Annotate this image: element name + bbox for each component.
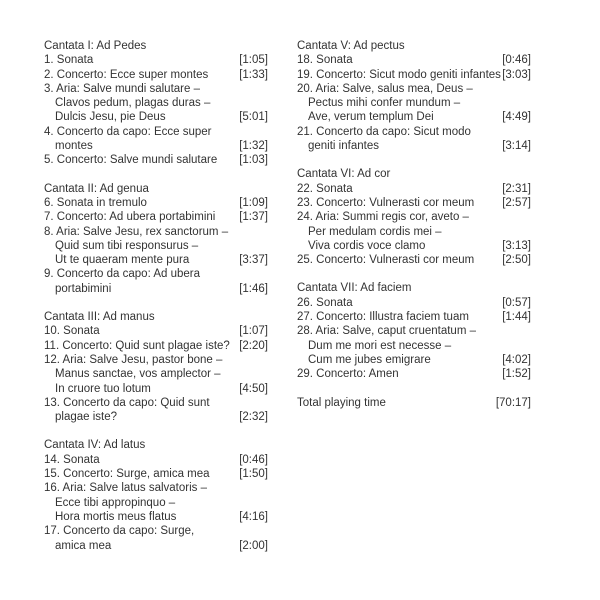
track-title: Cum me jubes emigrare bbox=[308, 353, 431, 366]
track-title: Pectus mihi confer mundum – bbox=[308, 97, 461, 110]
tracklist-page bbox=[44, 39, 531, 567]
tracklist-section bbox=[44, 182, 268, 296]
track-line bbox=[44, 125, 268, 139]
section-heading: Cantata VII: Ad faciem bbox=[297, 282, 412, 295]
track-row bbox=[297, 210, 531, 253]
track-time: [4:16] bbox=[239, 510, 268, 523]
track-title: 23. Concerto: Vulnerasti cor meum bbox=[297, 196, 475, 209]
section-heading: Cantata III: Ad manus bbox=[44, 311, 155, 324]
track-row bbox=[44, 68, 268, 82]
track-line bbox=[44, 282, 268, 296]
track-time: [2:50] bbox=[502, 254, 531, 267]
track-row bbox=[44, 467, 268, 481]
track-title: Dum me mori est necesse – bbox=[308, 339, 452, 352]
track-time: [1:50] bbox=[239, 468, 268, 481]
track-line bbox=[297, 324, 531, 338]
track-time: [1:05] bbox=[239, 54, 268, 67]
tracklist-column-left bbox=[44, 39, 268, 567]
track-title: Viva cordis voce clamo bbox=[308, 239, 426, 252]
track-line bbox=[44, 82, 268, 96]
track-time: [4:02] bbox=[502, 353, 531, 366]
track-title: 16. Aria: Salve latus salvatoris – bbox=[44, 482, 207, 495]
track-title: Ave, verum templum Dei bbox=[308, 111, 434, 124]
track-line bbox=[44, 339, 268, 353]
track-title: 11. Concerto: Quid sunt plagae iste? bbox=[44, 339, 230, 352]
track-title: 18. Sonata bbox=[297, 54, 353, 67]
track-title: Ecce tibi appropinquo – bbox=[55, 496, 176, 509]
track-row bbox=[44, 53, 268, 67]
track-line bbox=[297, 367, 531, 381]
track-line bbox=[44, 53, 268, 67]
track-row bbox=[44, 324, 268, 338]
track-time: [2:00] bbox=[239, 539, 268, 552]
track-time: [5:01] bbox=[239, 111, 268, 124]
track-row bbox=[44, 396, 268, 425]
track-row bbox=[44, 210, 268, 224]
track-line bbox=[297, 96, 531, 110]
track-title: 10. Sonata bbox=[44, 325, 100, 338]
track-time: [1:37] bbox=[239, 211, 268, 224]
track-time: [1:03] bbox=[239, 154, 268, 167]
track-title: 21. Concerto da capo: Sicut modo bbox=[297, 125, 471, 138]
track-line bbox=[297, 53, 531, 67]
section-heading: Cantata VI: Ad cor bbox=[297, 168, 391, 181]
track-title: 29. Concerto: Amen bbox=[297, 368, 399, 381]
tracklist-section bbox=[297, 39, 531, 153]
track-line bbox=[44, 139, 268, 153]
tracklist-section bbox=[297, 167, 531, 267]
track-row bbox=[297, 53, 531, 67]
track-time: [0:46] bbox=[239, 453, 268, 466]
track-line bbox=[44, 524, 268, 538]
track-time: [2:32] bbox=[239, 411, 268, 424]
track-line bbox=[44, 267, 268, 281]
track-line bbox=[44, 210, 268, 224]
track-title: 28. Aria: Salve, caput cruentatum – bbox=[297, 325, 476, 338]
track-time: [1:46] bbox=[239, 282, 268, 295]
track-line bbox=[297, 82, 531, 96]
section-heading: Cantata I: Ad Pedes bbox=[44, 40, 147, 52]
track-row bbox=[44, 225, 268, 268]
track-line bbox=[297, 310, 531, 324]
track-row bbox=[44, 339, 268, 353]
track-line bbox=[44, 481, 268, 495]
track-row bbox=[44, 82, 268, 125]
track-time: [3:03] bbox=[502, 68, 531, 81]
track-time: [1:44] bbox=[502, 311, 531, 324]
tracklist-section bbox=[44, 39, 268, 168]
track-row bbox=[44, 196, 268, 210]
total-playing-time-value: [70:17] bbox=[495, 396, 531, 409]
track-row bbox=[297, 82, 531, 125]
track-time: [1:32] bbox=[239, 140, 268, 153]
track-row bbox=[297, 253, 531, 267]
track-title: 9. Concerto da capo: Ad ubera bbox=[44, 268, 200, 281]
track-title: 3. Aria: Salve mundi salutare – bbox=[44, 82, 200, 95]
track-title: plagae iste? bbox=[55, 411, 118, 424]
track-line bbox=[44, 110, 268, 124]
track-title: 13. Concerto da capo: Quid sunt bbox=[44, 396, 210, 409]
track-time: [0:57] bbox=[502, 296, 531, 309]
track-line bbox=[44, 382, 268, 396]
track-title: portabimini bbox=[55, 282, 112, 295]
track-time: [4:50] bbox=[239, 382, 268, 395]
track-time: [1:07] bbox=[239, 325, 268, 338]
track-time: [3:14] bbox=[502, 140, 531, 153]
track-line bbox=[44, 253, 268, 267]
track-title: 7. Concerto: Ad ubera portabimini bbox=[44, 211, 216, 224]
track-title: 19. Concerto: Sicut modo geniti infantes bbox=[297, 68, 501, 81]
total-playing-time-label: Total playing time bbox=[297, 396, 386, 409]
track-row bbox=[44, 481, 268, 524]
track-row bbox=[44, 353, 268, 396]
track-line bbox=[297, 210, 531, 224]
track-title: Clavos pedum, plagas duras – bbox=[55, 97, 211, 110]
track-line bbox=[44, 410, 268, 424]
track-time: [2:57] bbox=[502, 196, 531, 209]
section-heading: Cantata IV: Ad latus bbox=[44, 439, 146, 452]
track-title: In cruore tuo lotum bbox=[55, 382, 151, 395]
track-row bbox=[297, 182, 531, 196]
track-line bbox=[297, 353, 531, 367]
track-row bbox=[44, 524, 268, 553]
track-time: [2:31] bbox=[502, 182, 531, 195]
track-title: 17. Concerto da capo: Surge, bbox=[44, 525, 195, 538]
track-line bbox=[297, 125, 531, 139]
track-line bbox=[297, 339, 531, 353]
track-line bbox=[44, 153, 268, 167]
track-title: 8. Aria: Salve Jesu, rex sanctorum – bbox=[44, 225, 229, 238]
track-title: 26. Sonata bbox=[297, 296, 353, 309]
total-playing-time-row bbox=[297, 396, 531, 410]
track-line bbox=[297, 196, 531, 210]
track-title: amica mea bbox=[55, 539, 112, 552]
track-line bbox=[297, 68, 531, 82]
track-row bbox=[297, 310, 531, 324]
track-title: Per medulam cordis mei – bbox=[308, 225, 442, 238]
track-line bbox=[44, 496, 268, 510]
track-line bbox=[44, 467, 268, 481]
track-line bbox=[297, 239, 531, 253]
track-line bbox=[297, 182, 531, 196]
left-column-sections bbox=[44, 39, 268, 553]
track-line bbox=[297, 296, 531, 310]
track-line bbox=[297, 139, 531, 153]
track-line bbox=[44, 510, 268, 524]
track-row bbox=[44, 153, 268, 167]
track-title: 6. Sonata in tremulo bbox=[44, 196, 147, 209]
track-row bbox=[297, 324, 531, 367]
tracklist-section bbox=[44, 438, 268, 552]
track-line bbox=[44, 239, 268, 253]
track-time: [1:09] bbox=[239, 196, 268, 209]
track-title: 4. Concerto da capo: Ecce super bbox=[44, 125, 212, 138]
track-title: Manus sanctae, vos amplector – bbox=[55, 368, 221, 381]
track-row bbox=[44, 453, 268, 467]
track-title: 22. Sonata bbox=[297, 182, 353, 195]
track-title: geniti infantes bbox=[308, 140, 379, 153]
track-row bbox=[44, 125, 268, 154]
track-line bbox=[44, 453, 268, 467]
track-line bbox=[44, 196, 268, 210]
tracklist-section bbox=[44, 310, 268, 424]
track-title: 5. Concerto: Salve mundi salutare bbox=[44, 154, 218, 167]
track-row bbox=[44, 267, 268, 296]
track-title: 1. Sonata bbox=[44, 54, 94, 67]
track-line bbox=[297, 225, 531, 239]
track-title: Ut te quaeram mente pura bbox=[55, 254, 190, 267]
track-time: [3:37] bbox=[239, 254, 268, 267]
tracklist-column-right bbox=[297, 39, 531, 410]
track-line bbox=[44, 367, 268, 381]
section-heading: Cantata II: Ad genua bbox=[44, 182, 149, 195]
track-line bbox=[44, 68, 268, 82]
track-line bbox=[297, 110, 531, 124]
tracklist-section bbox=[297, 281, 531, 381]
track-line bbox=[297, 253, 531, 267]
track-row bbox=[297, 296, 531, 310]
track-time: [3:13] bbox=[502, 239, 531, 252]
track-title: 15. Concerto: Surge, amica mea bbox=[44, 468, 210, 481]
track-title: montes bbox=[55, 140, 93, 153]
track-row bbox=[297, 367, 531, 381]
right-column-sections bbox=[297, 39, 531, 382]
track-line bbox=[44, 225, 268, 239]
track-line bbox=[44, 396, 268, 410]
track-time: [2:20] bbox=[239, 339, 268, 352]
track-title: 25. Concerto: Vulnerasti cor meum bbox=[297, 254, 475, 267]
track-title: 24. Aria: Summi regis cor, aveto – bbox=[297, 211, 469, 224]
track-title: 14. Sonata bbox=[44, 453, 100, 466]
track-title: 27. Concerto: Illustra faciem tuam bbox=[297, 311, 469, 324]
track-line bbox=[44, 324, 268, 338]
section-heading: Cantata V: Ad pectus bbox=[297, 40, 405, 52]
track-row bbox=[297, 125, 531, 154]
track-row bbox=[297, 68, 531, 82]
track-time: [0:46] bbox=[502, 54, 531, 67]
track-title: 12. Aria: Salve Jesu, pastor bone – bbox=[44, 353, 223, 366]
track-title: Quid sum tibi responsurus – bbox=[55, 239, 199, 252]
track-line bbox=[44, 353, 268, 367]
track-title: 20. Aria: Salve, salus mea, Deus – bbox=[297, 82, 473, 95]
track-title: 2. Concerto: Ecce super montes bbox=[44, 68, 209, 81]
track-line bbox=[44, 539, 268, 553]
track-title: Hora mortis meus flatus bbox=[55, 510, 177, 523]
track-line bbox=[44, 96, 268, 110]
track-title: Dulcis Jesu, pie Deus bbox=[55, 111, 166, 124]
track-time: [1:52] bbox=[502, 368, 531, 381]
track-time: [1:33] bbox=[239, 68, 268, 81]
track-time: [4:49] bbox=[502, 111, 531, 124]
track-row bbox=[297, 196, 531, 210]
